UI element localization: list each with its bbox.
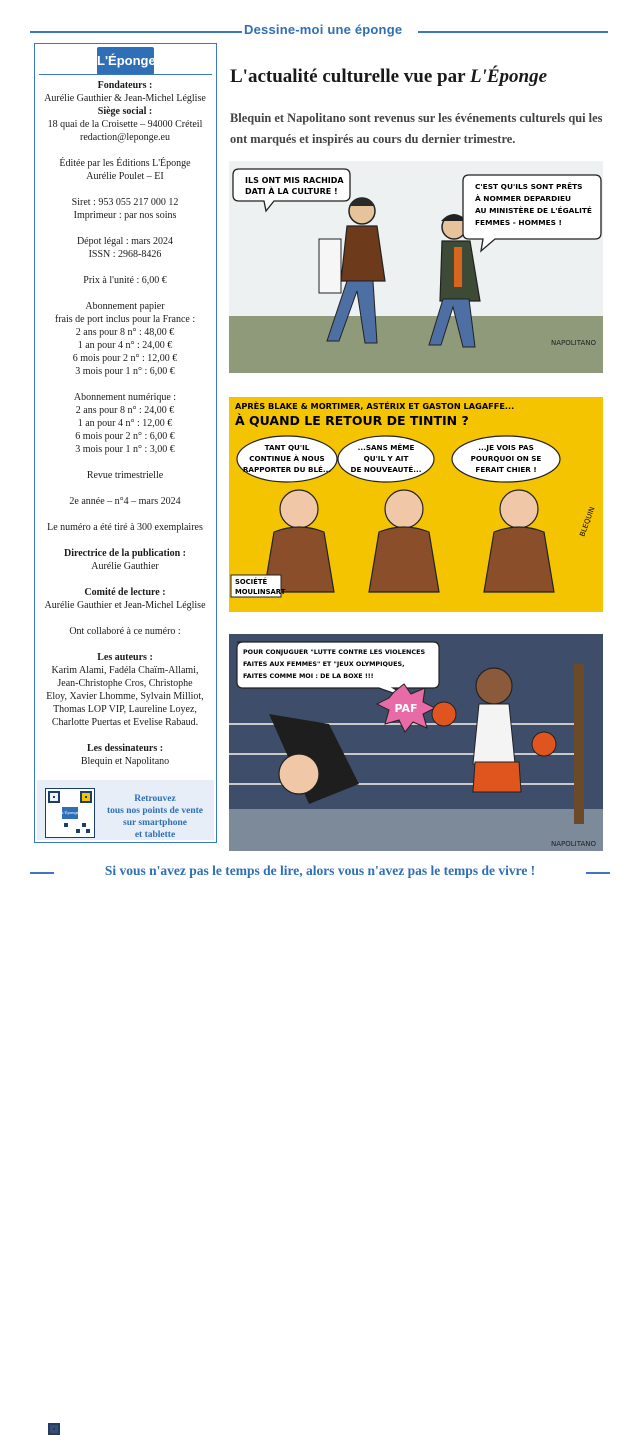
- auteurs-line: Eloy, Xavier Lhomme, Sylvain Milliot,: [46, 691, 204, 702]
- eponge-logo: L'Éponge: [97, 47, 154, 75]
- abo-papier-item: 6 mois pour 2 n° : 12,00 €: [72, 353, 178, 364]
- svg-text:FAITES AUX FEMMES" ET "JEUX OL: FAITES AUX FEMMES" ET "JEUX OLYMPIQUES,: [243, 660, 405, 668]
- svg-text:CONTINUE À NOUS: CONTINUE À NOUS: [249, 454, 325, 463]
- abo-papier-item: 1 an pour 4 n° : 24,00 €: [77, 340, 173, 351]
- svg-text:SOCIÉTÉ: SOCIÉTÉ: [235, 578, 268, 586]
- cartoon-boxe: [229, 634, 603, 851]
- abo-papier-title-2: frais de port inclus pour la France :: [54, 314, 196, 325]
- footer-rule-left: [30, 872, 54, 874]
- article-intro: Blequin et Napolitano sont revenus sur les événements culturels qui les ont marqués et inspirés au cours du dernier trimestre.: [230, 111, 603, 146]
- revue-trimestrielle: Revue trimestrielle: [86, 470, 164, 481]
- bubble-right-line: AU MINISTÈRE DE L'ÉGALITÉ: [475, 206, 592, 215]
- qr-promo-text: Retrouvez tous nos points de vente sur smartphone et tablette: [106, 794, 204, 840]
- cartoon-tintin: [229, 397, 603, 612]
- svg-text:MOULINSART: MOULINSART: [235, 588, 286, 596]
- abo-papier-item: 2 ans pour 8 n° : 48,00 €: [75, 327, 175, 338]
- svg-text:FERAIT CHIER !: FERAIT CHIER !: [475, 465, 537, 474]
- qr-center-logo: L'Éponge: [62, 807, 78, 819]
- bubble-right-line: FEMMES - HOMMES !: [475, 218, 562, 227]
- depot-legal: Dépot légal : mars 2024: [76, 236, 174, 247]
- footer-slogan: Si vous n'avez pas le temps de lire, alors vous n'avez pas le temps de vivre !: [104, 863, 536, 878]
- qr-promo[interactable]: [37, 780, 214, 840]
- cartoon-signature: NAPOLITANO: [551, 339, 596, 347]
- directrice: Aurélie Gauthier: [91, 561, 159, 572]
- bubble-left-line: ILS ONT MIS RACHIDA: [245, 176, 344, 185]
- svg-text:...SANS MÊME: ...SANS MÊME: [357, 443, 415, 452]
- siege-email[interactable]: redaction@leponge.eu: [79, 132, 170, 143]
- comite-label: Comité de lecture :: [84, 587, 166, 598]
- imprimeur: Imprimeur : par nos soins: [73, 210, 177, 221]
- masthead-box: [34, 43, 217, 843]
- cartoon-signature: BLEQUIN: [578, 505, 597, 538]
- svg-text:...JE VOIS PAS: ...JE VOIS PAS: [478, 443, 534, 452]
- article-title-italic: L'Éponge: [469, 66, 548, 87]
- svg-text:POURQUOI ON SE: POURQUOI ON SE: [470, 454, 542, 463]
- header-rule-left: [30, 31, 242, 33]
- auteurs-label: Les auteurs :: [97, 652, 153, 663]
- svg-text:FAITES COMME MOI : DE LA BOXE: FAITES COMME MOI : DE LA BOXE !!!: [243, 672, 374, 680]
- section-header: [30, 20, 608, 40]
- issn: ISSN : 2968-8426: [88, 249, 162, 260]
- caption-line: APRÈS BLAKE & MORTIMER, ASTÉRIX ET GASTON LAGAFFE...: [235, 401, 515, 411]
- dessinateurs: Blequin et Napolitano: [80, 756, 170, 767]
- section-title: Dessine-moi une éponge: [244, 22, 403, 37]
- directrice-label: Directrice de la publication :: [63, 548, 187, 559]
- prix: Prix à l'unité : 6,00 €: [83, 275, 167, 286]
- footer-rule-right: [586, 872, 610, 874]
- collabore: Ont collaboré à ce numéro :: [69, 626, 181, 637]
- annee-numero: 2e année – n°4 – mars 2024: [69, 496, 181, 507]
- auteurs-line: Charlotte Puertas et Evelise Rabaud.: [51, 717, 199, 728]
- cartoon-signature: NAPOLITANO: [551, 840, 596, 848]
- abo-num-item: 2 ans pour 8 n° : 24,00 €: [75, 405, 175, 416]
- abo-papier-item: 3 mois pour 1 n° : 6,00 €: [75, 366, 175, 377]
- paf-text: PAF: [394, 702, 418, 715]
- header-rule-right: [418, 31, 608, 33]
- article-title: L'actualité culturelle vue par L'Éponge: [230, 66, 548, 87]
- svg-text:QU'IL Y AIT: QU'IL Y AIT: [363, 454, 409, 463]
- abo-papier-title-1: Abonnement papier: [85, 301, 165, 312]
- cartoon-rachida-dati: [229, 161, 603, 373]
- svg-text:POUR CONJUGUER "LUTTE CONTRE L: POUR CONJUGUER "LUTTE CONTRE LES VIOLENCES: [243, 648, 426, 656]
- abo-num-item: 6 mois pour 2 n° : 6,00 €: [75, 431, 175, 442]
- qr-code-icon[interactable]: [45, 788, 95, 838]
- siret: Siret : 953 055 217 000 12: [71, 197, 179, 208]
- auteurs-line: Karim Alami, Fadéla Chaïm-Allami,: [51, 665, 199, 676]
- svg-text:TANT QU'IL: TANT QU'IL: [264, 443, 310, 452]
- edition-line-1: Éditée par les Éditions L'Éponge: [59, 158, 191, 169]
- auteurs-line: Thomas LOP VIP, Laureline Loyez,: [53, 704, 197, 715]
- svg-text:DE NOUVEAUTÉ...: DE NOUVEAUTÉ...: [350, 465, 422, 474]
- tirage: Le numéro a été tiré à 300 exemplaires: [47, 522, 203, 533]
- bubble-right-line: C'EST QU'ILS SONT PRÊTS: [475, 182, 583, 191]
- auteurs-line: Jean-Christophe Cros, Christophe: [57, 678, 193, 689]
- dessinateurs-label: Les dessinateurs :: [86, 743, 164, 754]
- logo-rule: [39, 74, 212, 75]
- abo-num-item: 3 mois pour 1 n° : 3,00 €: [75, 444, 175, 455]
- svg-text:RAPPORTER DU BLÉ...: RAPPORTER DU BLÉ...: [242, 465, 332, 474]
- comite: Aurélie Gauthier et Jean-Michel Léglise: [44, 600, 206, 611]
- abo-num-item: 1 an pour 4 n° : 12,00 €: [77, 418, 173, 429]
- bubble-right-line: À NOMMER DEPARDIEU: [475, 194, 572, 203]
- edition-line-2: Aurélie Poulet – EI: [86, 171, 164, 182]
- fondateurs-label: Fondateurs :: [97, 80, 153, 91]
- abo-num-title: Abonnement numérique :: [73, 392, 177, 403]
- bubble-left-line: DATI À LA CULTURE !: [245, 187, 338, 196]
- siege-address: 18 quai de la Croisette – 94000 Créteil: [47, 119, 203, 130]
- caption-line: À QUAND LE RETOUR DE TINTIN ?: [235, 413, 469, 428]
- fondateurs: Aurélie Gauthier & Jean-Michel Léglise: [44, 93, 206, 104]
- siege-label: Siège social :: [97, 106, 153, 117]
